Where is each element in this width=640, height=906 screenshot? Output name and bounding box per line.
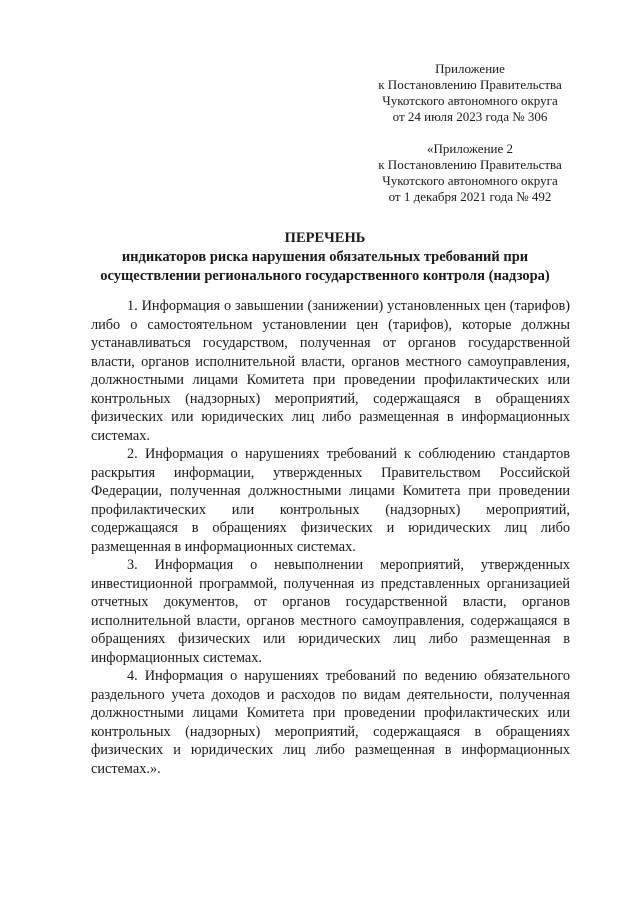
indicator-item-2: 2. Информация о нарушениях требований к соблюдению стандартов раскрытия информации, утвержденных Правительством Российской Федерации, полученная должностными лицами Комитета при проведении профилактических или контрольных (надзорных) мероприятий, содержащаяся в обращениях физических и юридических лиц либо размещенная в информационных системах. xyxy=(91,446,570,555)
indicator-item-1: 1. Информация о завышении (занижении) установленных цен (тарифов) либо о самостоятельном установлении цен (тарифов), которые должны устанавливаться государством, полученная от органов государственной власти, органов исполнительной власти, органов местного самоуправления, должностными лицами Комитета при проведении профилактических или контрольных (надзорных) мероприятий, содержащаяся в обращениях физических или юридических лиц либо размещенная в информационных системах. xyxy=(91,298,570,444)
annex-original-block xyxy=(370,141,570,205)
title-line-2: осуществлении регионального государственного контроля (надзора) xyxy=(100,268,550,284)
indicator-item-3: 3. Информация о невыполнении мероприятий, утвержденных инвестиционной программой, полученная из представленных организацией отчетных документов, от органов государственной власти, органов исполнительной власти, органов местного самоуправления, содержащаяся в обращениях физических или юридических лиц либо размещенная в информационных системах. xyxy=(91,557,570,666)
indicator-item-4: 4. Информация о нарушениях требований по ведению обязательного раздельного учета доходов и расходов по видам деятельности, полученная должностными лицами Комитета при проведении профилактических или контрольных (надзорных) мероприятий, содержащаяся в обращениях физических и юридических лиц либо размещенная в информационных системах.». xyxy=(91,668,570,777)
document-title xyxy=(80,229,570,286)
annex-original-line-2: к Постановлению Правительства xyxy=(378,157,562,172)
title-line-1: индикаторов риска нарушения обязательных требований при xyxy=(121,249,529,265)
annex-original-line-3: Чукотского автономного округа xyxy=(382,173,558,188)
indicator-list xyxy=(91,297,570,778)
annex-current-line-2: к Постановлению Правительства xyxy=(378,77,562,92)
annex-current-line-4: от 24 июля 2023 года № 306 xyxy=(392,109,548,124)
title-heading: ПЕРЕЧЕНЬ xyxy=(284,230,366,246)
annex-original-line-4: от 1 декабря 2021 года № 492 xyxy=(388,189,552,204)
annex-current-line-1: Приложение xyxy=(435,61,505,76)
annex-current-line-3: Чукотского автономного округа xyxy=(382,93,558,108)
annex-current-block xyxy=(370,61,570,125)
annex-original-line-1: «Приложение 2 xyxy=(426,141,514,156)
